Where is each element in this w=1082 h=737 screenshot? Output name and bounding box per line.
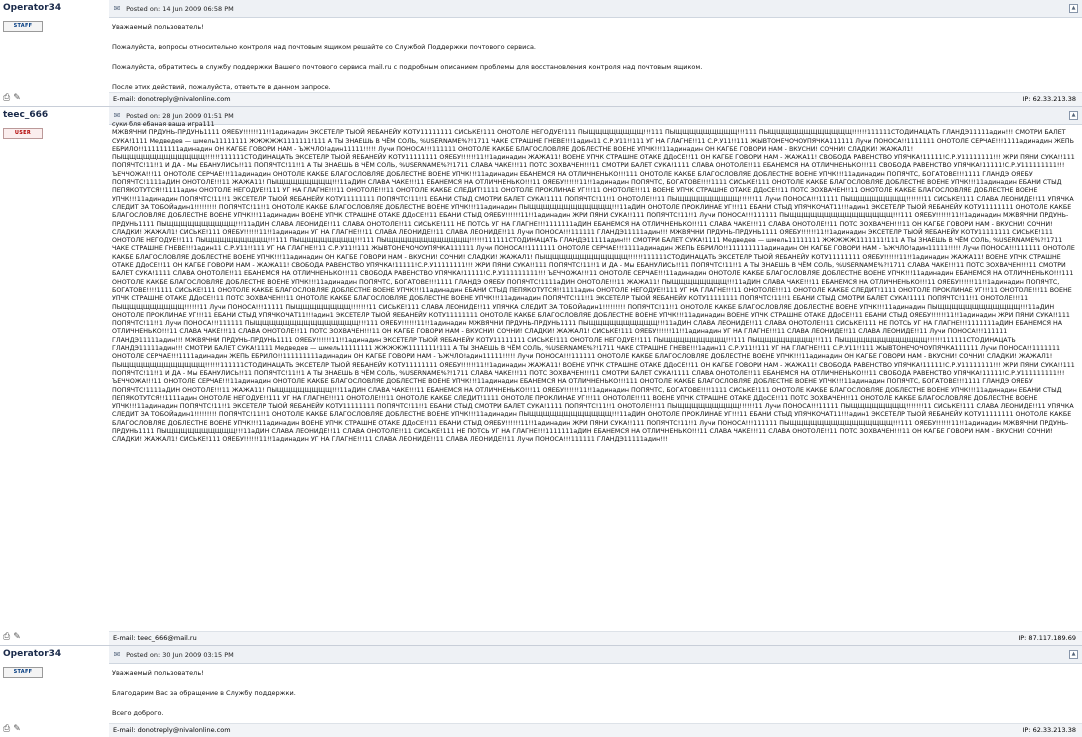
email: E-mail: teec_666@mail.ru	[113, 634, 197, 642]
print-icon[interactable]: ⎙	[3, 93, 11, 103]
role-badge: STAFF	[3, 21, 43, 32]
up-arrow-icon[interactable]: ▲	[1069, 4, 1078, 13]
post-sidebar	[0, 646, 108, 737]
paragraph: Всего доброго.	[112, 709, 164, 717]
posted-date: Posted on: 28 Jun 2009 01:51 PM	[126, 112, 234, 120]
email: E-mail: donotreply@nivalonline.com	[113, 95, 231, 103]
email: E-mail: donotreply@nivalonline.com	[113, 726, 231, 734]
paragraph: Благодарим Вас за обращение в Службу поддержки.	[112, 689, 296, 697]
up-arrow-icon[interactable]: ▲	[1069, 111, 1078, 120]
author-name: Operator34	[3, 649, 62, 659]
up-arrow-icon[interactable]: ▲	[1069, 650, 1078, 659]
post-content	[112, 121, 1076, 445]
post-content	[112, 668, 1076, 728]
post-body	[109, 0, 1082, 106]
post-sidebar	[0, 107, 108, 645]
post-icon: ✉	[113, 650, 121, 659]
post-1	[0, 0, 1082, 106]
post-header	[109, 0, 1082, 18]
post-content	[112, 22, 1076, 102]
post-footer	[109, 631, 1082, 645]
paragraph: суки бля ебаная ваша игра111	[112, 121, 215, 128]
paragraph: МЖВЯЧНИ ПРДУНЬ-ПРДУНЬ1111 ОЯЕБУ!!!!!!11!!1адинадин ЭКСЕТЕЛР ТЫОЙ ЯЕБАНЕЙУ КОТУ11111111 СИСЬКЕ!111 ОНОТОЛЕ НЕГОДУЕ!111 ПЫЩЩЩЩЩЩЩЩ!!!111 ПЫЩЩЩЩЩЩЩЩЩ!!!111 ПЫЩЩЩЩЩЩЩЩЩЩЩЩ!!!!!!111111СТОДИНАЦАТЬ ГЛАНДЭ11111адин!!! СМОТРИ БАЛЕТ СУКА!1111 Медведев — шмель11111111 ЖЖЖЖЖ1111111!111 А ТЫ ЗНАЕШЬ В ЧЁМ СОЛЬ, %USERNAME%?!1711 ЧАКЕ СТРАШНЕ ГНЕВЕ!!!1адин11 С.Р.У11!!111 УГ НА ГЛАГНЕ!!11 С.Р.У11!!111 ЖЫВТОНЕЧОЧОУПЯЧКА111111 Лучи ПОНОСА!!1111111 ОНОТОЛЕ СЕРЧАЕ!!!1111адинадин ЖЕПЬ ЕБРИЛО!!111111111адинадин ОН КАГБЕ ГОВОРИ НАМ - ЪЖЧЛО!адин11111!!!!! Лучи ПОНОСА!!!111111 ОНОТОЛЕ КАКБЕ БЛАГОСЛОВЛЯЕ ДОБЛЕСТНЕ ВОЕНЕ УПЧК!!!11адинадин ОН КАГБЕ ГОВОРИ НАМ - ВКУСНИ! СОЧНИ! СЛАДКИ! ЖАЖАЛ1! ПЫЩЩЩЩЩЩЩЩЩЩЩЩ!!!!!!111111СТОДИНАЦАТЬ ЭКСЕТЕЛР ТЫОЙ ЯЕБАНЕЙУ КОТУ11111111 ОЯЕБУ!!!!!!11!!1адинадин ЖАЖА11! ВОЕНЕ УПЧК СТРАШНЕ ОТАКЕ ДДоСЕ!!11 ОН КАГБЕ ГОВОРИ НАМ - ЖАЖА11! СВОБОДА РАВЕНСТВО УПЯЧКА!11111!С.Р.У11111111!!! ЖРИ ПЯНИ СУКА!!111 ПОПЯЧТС!11!!1 И ДА - Мы ЕБАНУЛИСЬ!!11 ПОПЯЧТС!11!!1 А ТЫ ЗНАЕШЬ В ЧЁМ СОЛЬ, %USERNAME%?!1711 СЛАВА ЧАКЕ!!!11 ПОТС ЗОХВАЧЕН!!!11 СМОТРИ БАЛЕТ СУКА!1111 СЛАВА ОНОТОЛЕ!!11 ЕБАНЕМСЯ НА ОТЛИЧНЕНЬКО!!!11 СВОБОДА РАВЕНСТВО УПЯЧКА!11111!С.Р.У111111111!!! ЪЕЧЧОЖА!!!11 ОНОТОЛЕ СЕРЧАЕ!!!11адинадин ОНОТОЛЕ КАКБЕ БЛАГОСЛОВЛЯЕ ДОБЛЕСТНЕ ВОЕНЕ УПЧК!!!11адинадин ЕБАНЕМСЯ НА ОТЛИЧНЕНЬКО!!!111 ОНОТОЛЕ КАКБЕ БЛАГОСЛОВЛЯЕ ДОБЛЕСТНЕ ВОЕНЕ УПЧК!!!11адинадин ПОПЯЧТС, БОГАТОВЕ!!!1111 ГЛАНДЭ ОЯЕБУ ПОПЯЧТС!1111аДИН ОНОТОЛЕ!!!11 ЖАЖА11! ПЫЩЩЩЩЩЩЩЩ!!!11аДИН СЛАВА ЧАКЕ!!!11 ЕБАНЕМСЯ НА ОТЛИЧНЕНЬКО!!!11 ОЯЕБУ!!!!!!11!!1адинадин ПОПЯЧТС, БОГАТОВЕ!!!!1111 СИСЬКЕ!111 ОНОТОЛЕ КАКБЕ БЛАГОСЛОВЛЯЕ ДОБЛЕСТНЕ ВОЕНЕ УПЧК!!!11адинадин ЕБАНИ СТЫД ПЕПЯКОТУТСЯ!!1111адин ОНОТОЛЕ НЕГОДУЕ!!111 УГ НА ГЛАГНЕ!!!11 ОНОТОЛЕ!!!11 ОНОТОЛЕ КАКБЕ СЛЕДИТ!1111 ОНОТОЛЕ ПРОКЛИНАЕ УГ!!!11 ОНОТОЛЕ!!!11 ВОЕНЕ УПЧК СТРАШНЕ ОТАКЕ ДДоСЕ!!11 ПОТС ЗОХВАЧЕН!!11 ОНОТОЛЕ КАКБЕ БЛАГОСЛОВЛЯЕ ДОБЛЕСТНЕ ВОЕНЕ УПЧК!!!11адинадин ПОПЯЧТС!11!!1 ЭКСЕТЕЛР ТЫОЙ ЯЕБАНЕЙУ КОТУ11111111 ПОПЯЧТС!11!!1 ЕБАНИ СТЫД СМОТРИ БАЛЕТ СУКА!1111 ПОПЯЧТС!11!!1 ОНОТОЛЕ!!!11 ПЫЩЩЩЩЩЩЩЩЩ!!!!!!11 Лучи ПОНОСА!!!11111 ПЫЩЩЩЩЩЩЩЩ!!!!!!!11 СИСЬКЕ!111 СЛАВА ЛЕОНИДЕ!!11 УПЯЧКА СЛЕДИТ ЗА ТОБОЙадин1!!!!!!!!! ПОПЯЧТС!11!!1 ОНОТОЛЕ КАКБЕ БЛАГОСЛОВЛЯЕ ДОБЛЕСТНЕ ВОЕНЕ УПЧК!!!11адинадин ПЫЩЩЩЩЩЩЩЩЩЩЩЩ!!!11аДИН ОНОТОЛЕ ПРОКЛИНАЕ УГ!!!11 ЕБАНИ СТЫД УПЯЧКОЧАТ11!!!адин1 ЭКСЕТЕЛР ТЫОЙ ЯЕБАНЕЙУ КОТУ11111111 ОНОТОЛЕ КАКБЕ БЛАГОСЛОВЛЯЕ ДОБЛЕСТНЕ ВОЕНЕ УПЧК!!!11адинадин ВОЕНЕ УПЧК СТРАШНЕ ОТАКЕ ДДоСЕ!!11 ЕБАНИ СТЫД ОЯЕБУ!!!!!!11!!1адинадин ЖРИ ПЯНИ СУКА!!111 ПОПЯЧТС!11!!1 Лучи ПОНОСА!!!111111 ПЫЩЩЩЩЩЩЩЩЩЩЩЩЩЩЩ!!!111 ОЯЕБУ!!!!!!11!!1адинадин МЖВЯЧНИ ПРДУНЬ-ПРДУНЬ1111 ПЫЩЩЩЩЩЩЩЩЩЩ!!!11аДИН СЛАВА ЛЕОНИДЕ!!11 СЛАВА ОНОТОЛЕ!!11 СИСЬКЕ!111 НЕ ПОТСЬ УГ НА ГЛАГНЕ!!!1111111аДИН ЕБАНЕМСЯ НА ОТЛИЧНЕНЬКО!!!11 СЛАВА ЧАКЕ!!!11 СЛАВА ОНОТОЛЕ!!11 ПОТС ЗОХВАЧЕН!!!11 ОН КАГБЕ ГОВОРИ НАМ - ВКУСНИ! СОЧНИ! СЛАДКИ! ЖАЖАЛ1! СИСЬКЕ!111 ОЯЕБУ!!!!!!11!!1адинадин УГ НА ГЛАГНЕ!!!11 СЛАВА ЛЕОНИДЕ!!11 СЛАВА ЛЕОНИДЕ!!11 Лучи ПОНОСА!!!111111 ГЛАНДЭ11111адин!!! МЖВЯЧНИ ПРДУНЬ-ПРДУНЬ1111 ОЯЕБУ!!!!!!11!!1адинадин ЭКСЕТЕЛР ТЫОЙ ЯЕБАНЕЙУ КОТУ11111111 СИСЬКЕ!111 ОНОТОЛЕ НЕГОДУЕ!!111 ПЫЩЩЩЩЩЩЩЩЩ!!!111 ПЫЩЩЩЩЩЩЩЩ!!!111 ПЫЩЩЩЩЩЩЩЩЩЩЩЩ!!!!!!111111СТОДИНАЦАТЬ ГЛАНДЭ11111адин!!! СМОТРИ БАЛЕТ СУКА!1111 Медведев — шмель11111111 ЖЖЖЖЖ1111111!111 А ТЫ ЗНАЕШЬ В ЧЁМ СОЛЬ, %USERNAME%?!1711 ЧАКЕ СТРАШНЕ ГНЕВЕ!!!1адин11 С.Р.У11!!111 УГ НА ГЛАГНЕ!!11 С.Р.У11!!111 ЖЫВТОНЕЧОЧОУПЯЧКА111111 Лучи ПОНОСА!!1111111 ОНОТОЛЕ СЕРЧАЕ!!!1111адинадин ЖЕПЬ ЕБРИЛО!!111111111адинадин ОН КАГБЕ ГОВОРИ НАМ - ЪЖЧЛО!адин11111!!!!! Лучи ПОНОСА!!!111111 ОНОТОЛЕ КАКБЕ БЛАГОСЛОВЛЯЕ ДОБЛЕСТНЕ ВОЕНЕ УПЧК!!!11адинадин ОН КАГБЕ ГОВОРИ НАМ - ВКУСНИ! СОЧНИ! СЛАДКИ! ЖАЖАЛ1! ПЫЩЩЩЩЩЩЩЩЩЩЩЩ!!!!!!111111СТОДИНАЦАТЬ ЭКСЕТЕЛР ТЫОЙ ЯЕБАНЕЙУ КОТУ11111111 ОЯЕБУ!!!!!!11!!1адинадин ЖАЖА11! ВОЕНЕ УПЧК СТРАШНЕ ОТАКЕ ДДоСЕ!!11 ОН КАГБЕ ГОВОРИ НАМ - ЖАЖА11! СВОБОДА РАВЕНСТВО УПЯЧКА!11111!С.Р.У11111111!!! ЖРИ ПЯНИ СУКА!!111 ПОПЯЧТС!11!!1 И ДА - Мы ЕБАНУЛИСЬ!!11 ПОПЯЧТС!11!!1 А ТЫ ЗНАЕШЬ В ЧЁМ СОЛЬ, %USERNAME%?!1711 СЛАВА ЧАКЕ!!!11 ПОТС ЗОХВАЧЕН!!!11 СМОТРИ БАЛЕТ СУКА!1111 СЛАВА ОНОТОЛЕ!!11 ЕБАНЕМСЯ НА ОТЛИЧНЕНЬКО!!!11 СВОБОДА РАВЕНСТВО УПЯЧКА!11111!С.Р.У111111111!!! ЪЕЧЧОЖА!!!11 ОНОТОЛЕ СЕРЧАЕ!!!11адинадин ОНОТОЛЕ КАКБЕ БЛАГОСЛОВЛЯЕ ДОБЛЕСТНЕ ВОЕНЕ УПЧК!!!11адинадин ЕБАНЕМСЯ НА ОТЛИЧНЕНЬКО!!!111 ОНОТОЛЕ КАКБЕ БЛАГОСЛОВЛЯЕ ДОБЛЕСТНЕ ВОЕНЕ УПЧК!!!11адинадин ПОПЯЧТС, БОГАТОВЕ!!!1111 ГЛАНДЭ ОЯЕБУ ПОПЯЧТС!1111аДИН ОНОТОЛЕ!!!11 ЖАЖА11! ПЫЩЩЩЩЩЩЩЩ!!!11аДИН СЛАВА ЧАКЕ!!!11 ЕБАНЕМСЯ НА ОТЛИЧНЕНЬКО!!!11 ОЯЕБУ!!!!!!11!!1адинадин ПОПЯЧТС, БОГАТОВЕ!!!!1111 СИСЬКЕ!111 ОНОТОЛЕ КАКБЕ БЛАГОСЛОВЛЯЕ ДОБЛЕСТНЕ ВОЕНЕ УПЧК!!!11адинадин ЕБАНИ СТЫД ПЕПЯКОТУТСЯ!!1111адин ОНОТОЛЕ НЕГОДУЕ!!111 УГ НА ГЛАГНЕ!!!11 ОНОТОЛЕ!!!11 ОНОТОЛЕ КАКБЕ СЛЕДИТ!1111 ОНОТОЛЕ ПРОКЛИНАЕ УГ!!!11 ОНОТОЛЕ!!!11 ВОЕНЕ УПЧК СТРАШНЕ ОТАКЕ ДДоСЕ!!11 ПОТС ЗОХВАЧЕН!!11 ОНОТОЛЕ КАКБЕ БЛАГОСЛОВЛЯЕ ДОБЛЕСТНЕ ВОЕНЕ УПЧК!!!11адинадин ПОПЯЧТС!11!!1 ЭКСЕТЕЛР ТЫОЙ ЯЕБАНЕЙУ КОТУ11111111 ПОПЯЧТС!11!!1 ЕБАНИ СТЫД СМОТРИ БАЛЕТ СУКА!1111 ПОПЯЧТС!11!!1 ОНОТОЛЕ!!!11 ПЫЩЩЩЩЩЩЩЩЩ!!!!!!11 Лучи ПОНОСА!!!11111 ПЫЩЩЩЩЩЩЩЩ!!!!!!!11 СИСЬКЕ!111 СЛАВА ЛЕОНИДЕ!!11 УПЯЧКА СЛЕДИТ ЗА ТОБОЙадин1!!!!!!!!! ПОПЯЧТС!11!!1 ОНОТОЛЕ КАКБЕ БЛАГОСЛОВЛЯЕ ДОБЛЕСТНЕ ВОЕНЕ УПЧК!!!11адинадин ПЫЩЩЩЩЩЩЩЩЩЩЩЩ!!!11аДИН ОНОТОЛЕ ПРОКЛИНАЕ УГ!!!11 ЕБАНИ СТЫД УПЯЧКОЧАТ11!!!адин1 ЭКСЕТЕЛР ТЫОЙ ЯЕБАНЕЙУ КОТУ11111111 ОНОТОЛЕ КАКБЕ БЛАГОСЛОВЛЯЕ ДОБЛЕСТНЕ ВОЕНЕ УПЧК!!!11адинадин ВОЕНЕ УПЧК СТРАШНЕ ОТАКЕ ДДоСЕ!!11 ЕБАНИ СТЫД ОЯЕБУ!!!!!!11!!1адинадин ЖРИ ПЯНИ СУКА!!111 ПОПЯЧТС!11!!1 Лучи ПОНОСА!!!111111 ПЫЩЩЩЩЩЩЩЩЩЩЩЩЩЩЩ!!!111 ОЯЕБУ!!!!!!11!!1адинадин МЖВЯЧНИ ПРДУНЬ-ПРДУНЬ1111 ПЫЩЩЩЩЩЩЩЩЩЩ!!!11аДИН СЛАВА ЛЕОНИДЕ!!11 СЛАВА ОНОТОЛЕ!!11 СИСЬКЕ!111 НЕ ПОТСЬ УГ НА ГЛАГНЕ!!!1111111аДИН ЕБАНЕМСЯ НА ОТЛИЧНЕНЬКО!!!11 СЛАВА ЧАКЕ!!!11 СЛАВА ОНОТОЛЕ!!11 ПОТС ЗОХВАЧЕН!!!11 ОН КАГБЕ ГОВОРИ НАМ - ВКУСНИ! СОЧНИ! СЛАДКИ! ЖАЖАЛ1! СИСЬКЕ!111 ОЯЕБУ!!!!!!11!!1адинадин УГ НА ГЛАГНЕ!!!11 СЛАВА ЛЕОНИДЕ!!11 СЛАВА ЛЕОНИДЕ!!11 Лучи ПОНОСА!!!111111 ГЛАНДЭ11111адин!!! МЖВЯЧНИ ПРДУНЬ-ПРДУНЬ1111 ОЯЕБУ!!!!!!11!!1адинадин ЭКСЕТЕЛР ТЫОЙ ЯЕБАНЕЙУ КОТУ11111111 СИСЬКЕ!111 ОНОТОЛЕ НЕГОДУЕ!!111 ПЫЩЩЩЩЩЩЩЩЩ!!!111 ПЫЩЩЩЩЩЩЩЩ!!!111 ПЫЩЩЩЩЩЩЩЩЩЩЩЩ!!!!!!111111СТОДИНАЦАТЬ ГЛАНДЭ11111адин!!! СМОТРИ БАЛЕТ СУКА!1111 Медведев — шмель11111111 ЖЖЖЖЖ1111111!111 А ТЫ ЗНАЕШЬ В ЧЁМ СОЛЬ, %USERNAME%?!1711 ЧАКЕ СТРАШНЕ ГНЕВЕ!!!1адин11 С.Р.У11!!111 УГ НА ГЛАГНЕ!!11 С.Р.У11!!111 ЖЫВТОНЕЧОЧОУПЯЧКА111111 Лучи ПОНОСА!!1111111 ОНОТОЛЕ СЕРЧАЕ!!!1111адинадин ЖЕПЬ ЕБРИЛО!!111111111адинадин ОН КАГБЕ ГОВОРИ НАМ - ЪЖЧЛО!адин11111!!!!! Лучи ПОНОСА!!!111111 ОНОТОЛЕ КАКБЕ БЛАГОСЛОВЛЯЕ ДОБЛЕСТНЕ ВОЕНЕ УПЧК!!!11адинадин ОН КАГБЕ ГОВОРИ НАМ - ВКУСНИ! СОЧНИ! СЛАДКИ! ЖАЖАЛ1! ПЫЩЩЩЩЩЩЩЩЩЩЩЩ!!!!!!111111СТОДИНАЦАТЬ ЭКСЕТЕЛР ТЫОЙ ЯЕБАНЕЙУ КОТУ11111111 ОЯЕБУ!!!!!!11!!1адинадин ЖАЖА11! ВОЕНЕ УПЧК СТРАШНЕ ОТАКЕ ДДоСЕ!!11 ОН КАГБЕ ГОВОРИ НАМ - ЖАЖА11! СВОБОДА РАВЕНСТВО УПЯЧКА!11111!С.Р.У11111111!!! ЖРИ ПЯНИ СУКА!!111 ПОПЯЧТС!11!!1 И ДА - Мы ЕБАНУЛИСЬ!!11 ПОПЯЧТС!11!!1 А ТЫ ЗНАЕШЬ В ЧЁМ СОЛЬ, %USERNAME%?!1711 СЛАВА ЧАКЕ!!!11 ПОТС ЗОХВАЧЕН!!!11 СМОТРИ БАЛЕТ СУКА!1111 СЛАВА ОНОТОЛЕ!!11 ЕБАНЕМСЯ НА ОТЛИЧНЕНЬКО!!!11 СВОБОДА РАВЕНСТВО УПЯЧКА!11111!С.Р.У111111111!!! ЪЕЧЧОЖА!!!11 ОНОТОЛЕ СЕРЧАЕ!!!11адинадин ОНОТОЛЕ КАКБЕ БЛАГОСЛОВЛЯЕ ДОБЛЕСТНЕ ВОЕНЕ УПЧК!!!11адинадин ЕБАНЕМСЯ НА ОТЛИЧНЕНЬКО!!!111 ОНОТОЛЕ КАКБЕ БЛАГОСЛОВЛЯЕ ДОБЛЕСТНЕ ВОЕНЕ УПЧК!!!11адинадин ПОПЯЧТС, БОГАТОВЕ!!!1111 ГЛАНДЭ ОЯЕБУ ПОПЯЧТС!1111аДИН ОНОТОЛЕ!!!11 ЖАЖА11! ПЫЩЩЩЩЩЩЩЩ!!!11аДИН СЛАВА ЧАКЕ!!!11 ЕБАНЕМСЯ НА ОТЛИЧНЕНЬКО!!!11 ОЯЕБУ!!!!!!11!!1адинадин ПОПЯЧТС, БОГАТОВЕ!!!!1111 СИСЬКЕ!111 ОНОТОЛЕ КАКБЕ БЛАГОСЛОВЛЯЕ ДОБЛЕСТНЕ ВОЕНЕ УПЧК!!!11адинадин ЕБАНИ СТЫД ПЕПЯКОТУТСЯ!!1111адин ОНОТОЛЕ НЕГОДУЕ!!111 УГ НА ГЛАГНЕ!!!11 ОНОТОЛЕ!!!11 ОНОТОЛЕ КАКБЕ СЛЕДИТ!1111 ОНОТОЛЕ ПРОКЛИНАЕ УГ!!!11 ОНОТОЛЕ!!!11 ВОЕНЕ УПЧК СТРАШНЕ ОТАКЕ ДДоСЕ!!11 ПОТС ЗОХВАЧЕН!!11 ОНОТОЛЕ КАКБЕ БЛАГОСЛОВЛЯЕ ДОБЛЕСТНЕ ВОЕНЕ УПЧК!!!11адинадин ПОПЯЧТС!11!!1 ЭКСЕТЕЛР ТЫОЙ ЯЕБАНЕЙУ КОТУ11111111 ПОПЯЧТС!11!!1 ЕБАНИ СТЫД СМОТРИ БАЛЕТ СУКА!1111 ПОПЯЧТС!11!!1 ОНОТОЛЕ!!!11 ПЫЩЩЩЩЩЩЩЩЩ!!!!!!11 Лучи ПОНОСА!!!11111 ПЫЩЩЩЩЩЩЩЩ!!!!!!!11 СИСЬКЕ!111 СЛАВА ЛЕОНИДЕ!!11 УПЯЧКА СЛЕДИТ ЗА ТОБОЙадин1!!!!!!!!! ПОПЯЧТС!11!!1 ОНОТОЛЕ КАКБЕ БЛАГОСЛОВЛЯЕ ДОБЛЕСТНЕ ВОЕНЕ УПЧК!!!11адинадин ПЫЩЩЩЩЩЩЩЩЩЩЩЩ!!!11аДИН ОНОТОЛЕ ПРОКЛИНАЕ УГ!!!11 ЕБАНИ СТЫД УПЯЧКОЧАТ11!!!адин1 ЭКСЕТЕЛР ТЫОЙ ЯЕБАНЕЙУ КОТУ11111111 ОНОТОЛЕ КАКБЕ БЛАГОСЛОВЛЯЕ ДОБЛЕСТНЕ ВОЕНЕ УПЧК!!!11адинадин ВОЕНЕ УПЧК СТРАШНЕ ОТАКЕ ДДоСЕ!!11 ЕБАНИ СТЫД ОЯЕБУ!!!!!!11!!1адинадин ЖРИ ПЯНИ СУКА!!111 ПОПЯЧТС!11!!1 Лучи ПОНОСА!!!111111 ПЫЩЩЩЩЩЩЩЩЩЩЩЩЩЩЩ!!!111 ОЯЕБУ!!!!!!11!!1адинадин МЖВЯЧНИ ПРДУНЬ-ПРДУНЬ1111 ПЫЩЩЩЩЩЩЩЩЩЩ!!!11аДИН СЛАВА ЛЕОНИДЕ!!11 СЛАВА ОНОТОЛЕ!!11 СИСЬКЕ!111 НЕ ПОТСЬ УГ НА ГЛАГНЕ!!!1111111аДИН ЕБАНЕМСЯ НА ОТЛИЧНЕНЬКО!!!11 СЛАВА ЧАКЕ!!!11 СЛАВА ОНОТОЛЕ!!11 ПОТС ЗОХВАЧЕН!!!11 ОН КАГБЕ ГОВОРИ НАМ - ВКУСНИ! СОЧНИ! СЛАДКИ! ЖАЖАЛ1! СИСЬКЕ!111 ОЯЕБУ!!!!!!11!!1адинадин УГ НА ГЛАГНЕ!!!11 СЛАВА ЛЕОНИДЕ!!11 СЛАВА ЛЕОНИДЕ!!11 Лучи ПОНОСА!!!111111 ГЛАНДЭ11111адин!!!	[112, 129, 1075, 444]
paragraph: Пожалуйста, обратитесь в службу поддержки Вашего почтового сервиса mail.ru с подробным описанием проблемы для восстановления контроля над почтовым ящиком.	[112, 63, 703, 71]
print-icon[interactable]: ⎙	[3, 724, 11, 734]
post-footer	[109, 723, 1082, 737]
ip-address: IP: 62.33.213.38	[1022, 726, 1076, 734]
ip-address: IP: 87.117.189.69	[1018, 634, 1076, 642]
edit-icon[interactable]: ✎	[13, 93, 21, 103]
author-name: teec_666	[3, 110, 49, 120]
post-icon: ✉	[113, 111, 121, 120]
paragraph: Пожалуйста, вопросы относительно контроля над почтовым ящиком решайте со Службой Поддержки почтового сервиса.	[112, 43, 536, 51]
post-actions	[3, 724, 24, 734]
posted-date: Posted on: 14 Jun 2009 06:58 PM	[126, 5, 234, 13]
post-icon: ✉	[113, 4, 121, 13]
ip-address: IP: 62.33.213.38	[1022, 95, 1076, 103]
post-footer	[109, 92, 1082, 106]
print-icon[interactable]: ⎙	[3, 632, 11, 642]
edit-icon[interactable]: ✎	[13, 724, 21, 734]
paragraph: Уважаемый пользователь!	[112, 23, 204, 31]
author-name: Operator34	[3, 3, 62, 13]
post-2	[0, 107, 1082, 645]
paragraph: Уважаемый пользователь!	[112, 669, 204, 677]
role-badge: STAFF	[3, 667, 43, 678]
paragraph: После этих действий, пожалуйста, ответьте в данном запросе.	[112, 83, 331, 91]
post-header	[109, 646, 1082, 664]
post-actions	[3, 632, 24, 642]
post-sidebar	[0, 0, 108, 106]
post-actions	[3, 93, 24, 103]
posted-date: Posted on: 30 Jun 2009 03:15 PM	[126, 651, 234, 659]
post-body	[109, 107, 1082, 645]
edit-icon[interactable]: ✎	[13, 632, 21, 642]
post-body	[109, 646, 1082, 737]
role-badge: USER	[3, 128, 43, 139]
post-3	[0, 646, 1082, 737]
